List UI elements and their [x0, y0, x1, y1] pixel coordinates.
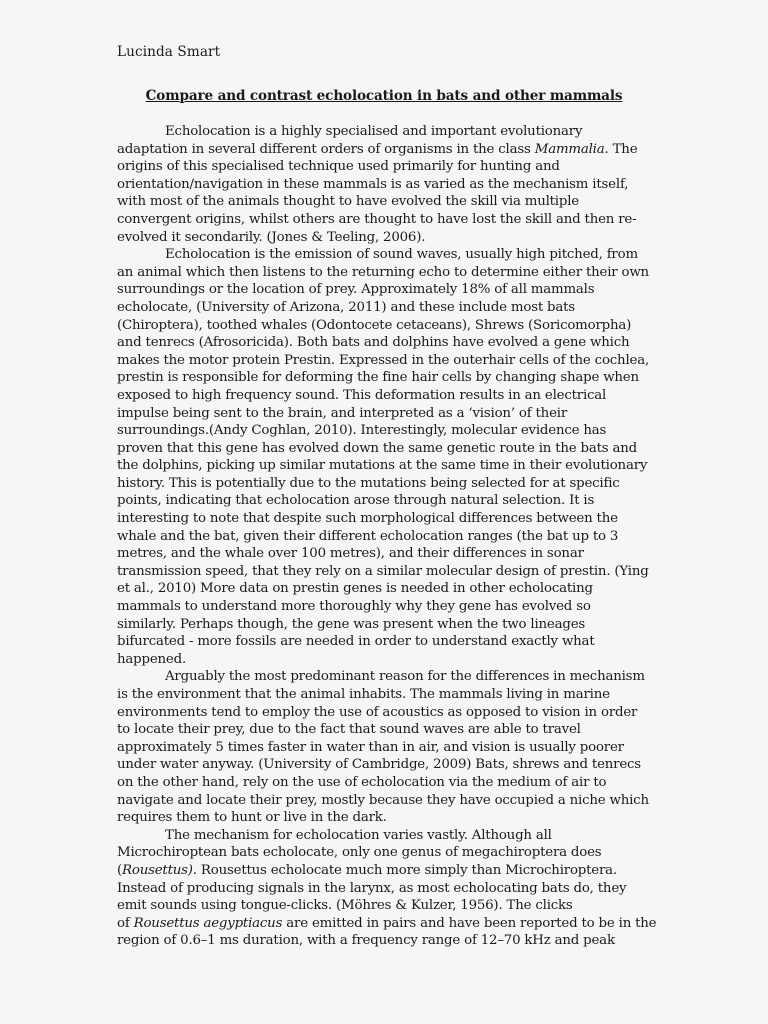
text-span: mammals to understand more thoroughly why they gene has evolved so	[117, 599, 591, 615]
text-line	[117, 492, 637, 510]
text-line	[117, 141, 637, 159]
text-line	[117, 440, 637, 458]
text-span: Echolocation is the emission of sound waves, usually high pitched, from	[165, 247, 638, 263]
text-span: impulse being sent to the brain, and interpreted as a ‘vision’ of their	[117, 405, 568, 421]
text-span: with most of the animals thought to have evolved the skill via multiple	[117, 194, 579, 210]
text-span: (	[117, 862, 123, 878]
text-span: echolocate, (University of Arizona, 2011) and these include most bats	[117, 299, 575, 315]
text-span: whale and the bat, given their different echolocation ranges (the bat up to 3	[117, 528, 619, 544]
author-name: Lucinda Smart	[117, 44, 221, 60]
text-line	[117, 739, 637, 757]
text-span: Rousettus echolocate much more simply than Microchiroptera.	[196, 862, 617, 878]
text-line	[117, 510, 637, 528]
text-span: on the other hand, rely on the use of echolocation via the medium of air to	[117, 774, 607, 790]
text-span: environments tend to employ the use of acoustics as opposed to vision in order	[117, 704, 638, 720]
text-span: Echolocation is a highly specialised and important evolutionary	[165, 124, 583, 139]
text-span: adaptation in several different orders of organisms in the class	[117, 141, 535, 157]
text-line	[117, 457, 648, 475]
text-span: region of 0.6–1 ms duration, with a frequency range of 12–70 kHz and peak	[117, 933, 615, 949]
text-span: to locate their prey, due to the fact that sound waves are able to travel	[117, 722, 581, 738]
text-span: Arguably the most predominant reason for the differences in mechanism	[165, 669, 645, 685]
text-span: Instead of producing signals in the larynx, as most echolocating bats do, they	[117, 880, 627, 896]
text-span: the dolphins, picking up similar mutations at the same time in their evolutionary	[117, 458, 648, 474]
text-span: proven that this gene has evolved down the same genetic route in the bats and	[117, 440, 637, 456]
text-line	[117, 686, 637, 704]
text-line	[117, 616, 637, 634]
text-line	[117, 932, 637, 950]
text-span: surroundings.(Andy Coghlan, 2010). Interestingly, molecular evidence has	[117, 423, 607, 439]
text-line	[117, 299, 637, 317]
text-line	[117, 123, 637, 141]
text-span: of	[117, 915, 134, 931]
text-span: an animal which then listens to the returning echo to determine either their own	[117, 264, 649, 280]
text-line	[117, 598, 637, 616]
text-line	[117, 405, 637, 423]
document-body	[117, 123, 657, 950]
text-line	[117, 897, 637, 915]
text-line	[117, 668, 645, 686]
text-line	[117, 475, 637, 493]
text-line	[117, 721, 637, 739]
text-line	[117, 193, 637, 211]
text-span: makes the motor protein Prestin. Expressed in the outerhair cells of the cochlea,	[117, 352, 650, 368]
text-line	[117, 580, 637, 598]
text-line	[117, 528, 637, 546]
text-line	[117, 633, 637, 651]
text-span: happened.	[117, 651, 187, 667]
text-line	[117, 211, 637, 229]
text-span: (Chiroptera), toothed whales (Odontocete cetaceans), Shrews (Soricomorpha)	[117, 317, 632, 333]
text-line	[117, 880, 637, 898]
text-span: requires them to hunt or live in the dark.	[117, 810, 387, 826]
text-span: orientation/navigation in these mammals is as varied as the mechanism itself,	[117, 176, 629, 192]
text-span: navigate and locate their prey, mostly because they have occupied a niche which	[117, 792, 649, 808]
text-span: are emitted in pairs and have been reported to be in the	[282, 915, 657, 931]
text-line	[117, 264, 649, 282]
text-line	[117, 844, 637, 862]
text-line	[117, 827, 637, 845]
italic-term: Mammalia	[534, 141, 605, 157]
text-span: approximately 5 times faster in water than in air, and vision is usually poorer	[117, 739, 624, 755]
text-span: similarly. Perhaps though, the gene was present when the two lineages	[117, 616, 586, 632]
text-line	[117, 792, 649, 810]
text-line	[117, 774, 637, 792]
italic-term: Rousettus).	[122, 862, 197, 878]
text-span: origins of this specialised technique used primarily for hunting and	[117, 159, 560, 175]
text-line	[117, 915, 657, 933]
text-span: et al., 2010) More data on prestin genes is needed in other echolocating	[117, 581, 593, 597]
text-line	[117, 756, 641, 774]
text-line	[117, 352, 650, 370]
text-line	[117, 809, 637, 827]
text-span: convergent origins, whilst others are thought to have lost the skill and then re-	[117, 211, 637, 227]
text-span: emit sounds using tongue-clicks. (Möhres & Kulzer, 1956). The clicks	[117, 898, 573, 914]
text-line	[117, 281, 637, 299]
text-span: bifurcated - more fossils are needed in order to understand exactly what	[117, 634, 595, 650]
text-span: surroundings or the location of prey. Approximately 18% of all mammals	[117, 282, 595, 298]
text-line	[117, 651, 637, 669]
text-span: transmission speed, that they rely on a similar molecular design of prestin. (Ying	[117, 563, 649, 579]
text-span: is the environment that the animal inhabits. The mammals living in marine	[117, 687, 610, 702]
text-line	[117, 158, 637, 176]
text-line	[117, 545, 637, 563]
text-span: interesting to note that despite such morphological differences between the	[117, 511, 618, 527]
text-line	[117, 387, 637, 405]
text-span: points, indicating that echolocation arose through natural selection. It is	[117, 493, 595, 509]
text-span: evolved it secondarily. (Jones & Teeling, 2006).	[117, 229, 426, 245]
text-line	[117, 563, 649, 581]
text-line	[117, 229, 637, 247]
text-span: history. This is potentially due to the mutations being selected for at specific	[117, 475, 620, 491]
text-span: and tenrecs (Afrosoricida). Both bats and dolphins have evolved a gene which	[117, 335, 630, 351]
text-line	[117, 369, 637, 387]
text-span: The mechanism for echolocation varies vastly. Although all	[165, 827, 552, 843]
italic-term: Rousettus aegyptiacus	[133, 915, 283, 931]
text-span: Microchiroptean bats echolocate, only one genus of megachiroptera does	[117, 845, 602, 861]
text-span: metres, and the whale over 100 metres), and their differences in sonar	[117, 546, 584, 562]
document-title: Compare and contrast echolocation in bats and other mammals	[145, 88, 623, 104]
text-span: prestin is responsible for deforming the fine hair cells by changing shape when	[117, 370, 639, 386]
text-line	[117, 176, 637, 194]
text-line	[117, 422, 637, 440]
text-span: . The	[604, 141, 638, 157]
text-line	[117, 246, 637, 264]
text-line	[117, 862, 637, 880]
text-span: under water anyway. (University of Cambridge, 2009) Bats, shrews and tenrecs	[117, 757, 641, 773]
text-line	[117, 704, 637, 722]
text-line	[117, 334, 637, 352]
text-line	[117, 317, 637, 335]
text-span: exposed to high frequency sound. This deformation results in an electrical	[117, 387, 607, 403]
